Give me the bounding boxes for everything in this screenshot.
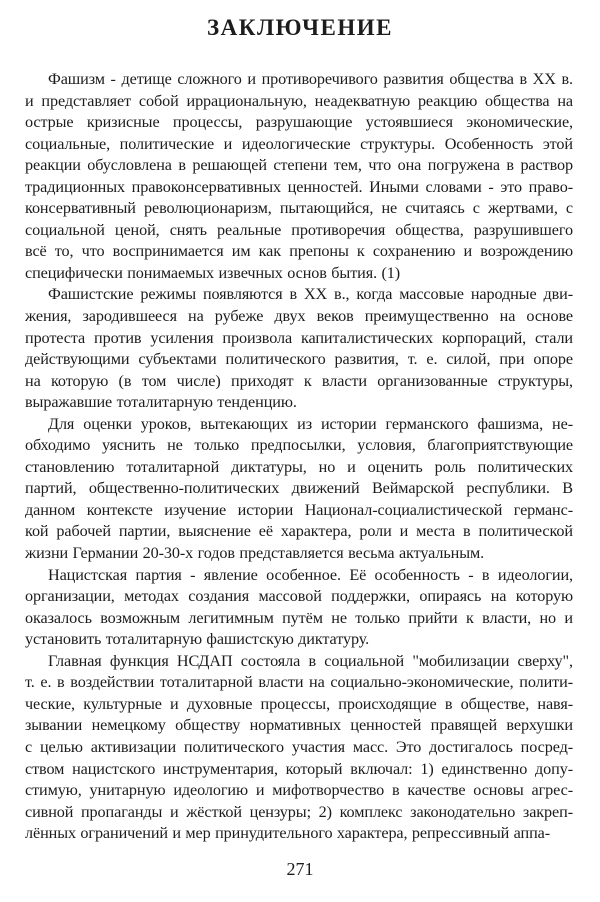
text-line: острые кризисные процессы, разрушающие устоявшиеся экономические,	[25, 113, 573, 132]
text-line: данном контексте изучение истории Национал-социалистической германс-	[25, 500, 573, 519]
text-line: социальной ценой, снять реальные противоречия общества, разрушившего	[25, 220, 573, 239]
text-line: установить тоталитарную фашистскую диктатуру.	[25, 630, 370, 649]
text-line: консервативный революционаризм, пытающийся, не считаясь с жертвами, с	[25, 199, 573, 218]
page-body	[25, 69, 573, 845]
text-line: партий, общественно-политических движений Веймарской республики. В	[25, 479, 573, 498]
text-line: организации, методах создания массовой поддержки, опираясь на которую	[25, 587, 573, 606]
text-line: жения, зародившееся на рубеже двух веков преимущественно на основе	[25, 307, 573, 326]
text-line: жизни Германии 20-30-х годов представляется весьма актуальным.	[25, 544, 485, 563]
text-line: Для оценки уроков, вытекающих из истории германского фашизма, не-	[48, 414, 573, 433]
text-line: кой рабочей партии, выяснение её характера, роли и места в политической	[25, 522, 573, 541]
text-line: с целью активизации политического участия масс. Это достигалось посред-	[25, 737, 573, 756]
text-line: выражавшие тоталитарную тенденцию.	[25, 393, 297, 412]
chapter-title: ЗАКЛЮЧЕНИЕ	[207, 15, 393, 40]
text-line: ческие, культурные и духовные процессы, происходящие в обществе, навя-	[25, 694, 573, 713]
text-line: обходимо уяснить не только предпосылки, условия, благоприятствующие	[25, 436, 573, 455]
text-line: и представляет собой иррациональную, неадекватную реакцию общества на	[25, 91, 573, 110]
text-line: лённых ограничений и мер принудительного характера, репрессивный аппа-	[25, 824, 551, 843]
text-line: зывании немецкому обществу нормативных ценностей правящей верхушки	[25, 716, 573, 735]
paragraph	[25, 565, 573, 651]
text-line: социальные, политические и идеологические структуры. Особенность этой	[25, 134, 573, 153]
text-line: реакции обусловлена в решающей степени тем, что она погружена в раствор	[25, 156, 573, 175]
text-line: Главная функция НСДАП состояла в социальной "мобилизации сверху",	[48, 651, 573, 670]
text-line: на которую (в том числе) приходят к власти организованные структуры,	[25, 371, 573, 390]
text-line: Фашизм - детище сложного и противоречивого развития общества в XX в.	[48, 70, 573, 88]
text-line: действующими субъектами политического развития, т. е. силой, при опоре	[25, 350, 573, 369]
paragraph	[25, 69, 573, 284]
page-number: 271	[286, 859, 314, 879]
paragraph	[25, 651, 573, 845]
paragraph	[25, 414, 573, 565]
text-line: т. е. в воздействии тоталитарной власти на социально-экономические, полити-	[25, 673, 573, 692]
text-line: специфически понимаемых извечных основ бытия. (1)	[25, 263, 401, 282]
text-line: становлению тоталитарной диктатуры, но и оценить роль политических	[25, 457, 573, 476]
text-line: Фашистские режимы появляются в XX в., когда массовые народные дви-	[48, 285, 573, 304]
text-line: ством нацистского инструментария, который включал: 1) единственно допу-	[25, 759, 573, 778]
text-line: сивной пропаганды и жёсткой цензуры; 2) комплекс законодательно закреп-	[25, 802, 573, 821]
text-line: Нацистская партия - явление особенное. Её особенность - в идеологии,	[48, 565, 573, 584]
text-line: протеста против усиления произвола капиталистических корпораций, стали	[25, 328, 573, 347]
paragraph	[25, 284, 573, 413]
text-line: оказалось возможным легитимным путём не только прийти к власти, но и	[25, 608, 573, 627]
text-line: традиционных правоконсервативных ценностей. Иными словами - это право-	[25, 177, 573, 196]
text-line: всё то, что воспринимается им как препоны к сохранению и возрождению	[25, 242, 573, 261]
text-line: стимую, унитарную идеологию и мифотворчество в качестве основы агрес-	[25, 781, 573, 800]
